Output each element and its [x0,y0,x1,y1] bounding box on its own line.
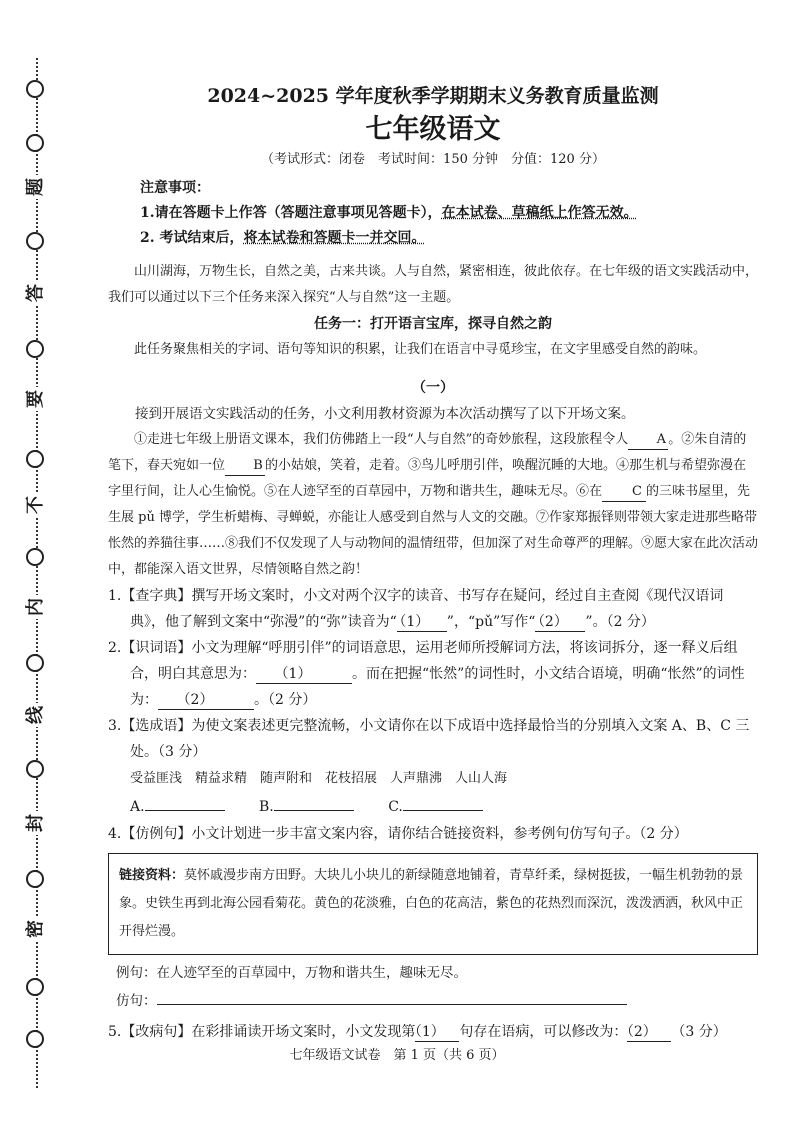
question-4: 4.【仿例句】小文计划进一步丰富文案内容，请你结合链接资料，参考例句仿写句子。（2 分） [108,826,688,842]
q3-answer-lines [108,793,758,821]
question-1 [108,583,758,635]
blank-b: B [225,457,265,476]
question-text: ”，“pǔ”写作“ [446,614,536,630]
link-material-box [108,853,758,955]
task1-description: 此任务聚焦相关的字词、语句等知识的积累，让我们在语言中寻觅珍宝，在文字里感受自然的韵味。 [134,342,707,357]
binding-circle [26,760,44,778]
binding-char: 题 [25,175,47,199]
passage-part: ①走进七年级上册语文课本，我们仿佛踏上一段“人与自然”的奇妙旅程，这段旅程令人 [134,432,629,447]
binding-char: 要 [25,387,47,411]
example-sentence: 例句：在人迹罕至的百草园中，万物和谐共生，趣味无尽。 [116,965,467,981]
binding-char: 内 [25,595,47,619]
notice-item-1-text: 1.请在答题卡上作答（答题注意事项见答题卡）， [140,205,442,221]
binding-circle [26,548,44,566]
option-a-label: A. [130,799,145,815]
binding-char: 答 [25,281,47,305]
passage-part: 。②朱自清的笔下，春天宛如一位 [108,432,747,473]
notice-item-1-emphasis: 在本试卷、草稿纸上作答无效。 [441,205,638,221]
notice-item-2-text: 2. 考试结束后， [140,230,244,246]
q5-blank-2: （2） [627,1023,671,1042]
q2-blank-2: （2） [158,691,254,710]
subject-title: 七年级语文 [365,114,501,145]
q2-blank-1: （1） [256,665,352,684]
question-3: 3.【选成语】为使文案表述更完整流畅，小文请你在以下成语中选择最恰当的分别填入文案 A、B、C 三处。（3 分） [108,718,750,760]
option-a-line [145,794,225,811]
notice-item-2 [140,226,758,251]
question-text: 1.【查字典】撰写开场文案时，小文对两个汉字的读音、书写存在疑问，经过自主查阅《现代汉语词典》，他了解到文案中“弥漫”的“弥”读音为“ [108,588,724,630]
option-b-label: B. [259,799,274,815]
notice-item-2-emphasis: 将本试卷和答题卡一并交回。 [243,230,426,246]
option-c-label: C. [388,799,403,815]
notice-block [108,176,758,251]
question-text: 5.【改病句】在彩排诵读开场文案时，小文发现第 [108,1024,416,1040]
binding-char: 线 [25,703,47,727]
task1-title: 任务一：打开语言宝库，探寻自然之韵 [314,316,552,332]
exam-page [108,82,758,1045]
exam-info: （考试形式：闭卷 考试时间：150 分钟 分值：120 分） [261,152,605,167]
intro-paragraph: 山川湖海，万物生长，自然之美，古来共谈。人与自然，紧密相连，彼此依存。在七年级的语文实践活动中，我们可以通过以下三个任务来深入探究“人与自然”这一主题。 [108,264,759,305]
binding-circle [26,870,44,888]
binding-margin [0,0,78,1124]
notice-title: 注意事项： [140,180,210,196]
idiom-options: 受益匪浅 精益求精 随声附和 花枝招展 人声鼎沸 人山人海 [130,771,508,786]
question-text: （3 分） [671,1024,727,1040]
binding-circle [26,978,44,996]
question-text: 2.【识词语】小文为理解“呼朋引伴”的词语意思，运用老师所授解词方法，将该词拆分，逐一释义后组合，明白其意思为： [108,640,738,682]
exam-title: 2024~2025 学年度秋季学期期末义务教育质量监测 [207,85,659,107]
imitation-answer-line [157,988,627,1005]
binding-circle [26,654,44,672]
passage-part: 的三味书屋里，先生展 pǔ 博学，学生析蜡梅、寻蝉蜕，亦能让人感受到自然与人文的交融。⑦作家郑振铎则带领大家走进那些略带怅然的养猫往事……⑧我们不仅发现了人与动物间的温情纽带，但加深了对生命尊严的理解。⑨愿大家在此次活动中，都能深入语文世界，尽情领略自然之韵！ [108,484,759,577]
section-lead: 接到开展语文实践活动的任务，小文利用教材资源为本次活动撰写了以下开场文案。 [135,406,635,422]
q5-blank-1: （1） [415,1023,459,1042]
binding-circle [26,232,44,250]
question-text: 。而在把握“怅然”的词性时，小文结合语境，明确“怅然”的词性为： [130,666,745,708]
imitation-line [108,987,758,1015]
binding-char: 不 [25,493,47,517]
imitation-label: 仿句： [116,993,157,1009]
binding-char: 封 [25,811,47,835]
binding-circle [26,80,44,98]
opening-passage [108,427,758,583]
binding-circle [26,450,44,468]
link-material-label: 链接资料： [119,868,185,883]
question-text: ”。（2 分） [585,614,655,630]
question-text: 句存在语病，可以修改为： [459,1024,628,1040]
option-b-line [274,794,354,811]
q1-blank-1: （1） [397,613,447,632]
question-5 [108,1019,758,1045]
q1-blank-2: （2） [535,613,585,632]
blank-c: C [602,483,646,502]
binding-char: 密 [25,917,47,941]
blank-a: A [628,431,668,450]
link-material-text: 莫怀戚漫步南方田野。大块儿小块儿的新绿随意地铺着，青草纤柔，绿树挺拔，一幅生机勃勃的景象。史铁生再到北海公园看菊花。黄色的花淡雅，白色的花高洁，紫色的花热烈而深沉，泼泼洒洒，秋风中正开得烂漫。 [119,868,744,939]
question-text: 。（2 分） [254,692,317,708]
notice-item-1 [140,201,758,226]
section-label: （一） [412,380,454,396]
option-c-line [403,794,483,811]
binding-circle [26,134,44,152]
question-2 [108,635,758,713]
binding-circle [26,340,44,358]
passage-part: 的小姑娘，笑着，走着。③鸟儿呼朋引伴，唤醒沉睡的大地。④那生机与希望弥漫在字里行间，让人心生愉悦。⑤在人迹罕至的百草园中，万物和谐共生，趣味无尽。⑥在 [108,458,747,499]
page-footer: 七年级语文试卷 第 1 页（共 6 页） [289,1048,505,1063]
